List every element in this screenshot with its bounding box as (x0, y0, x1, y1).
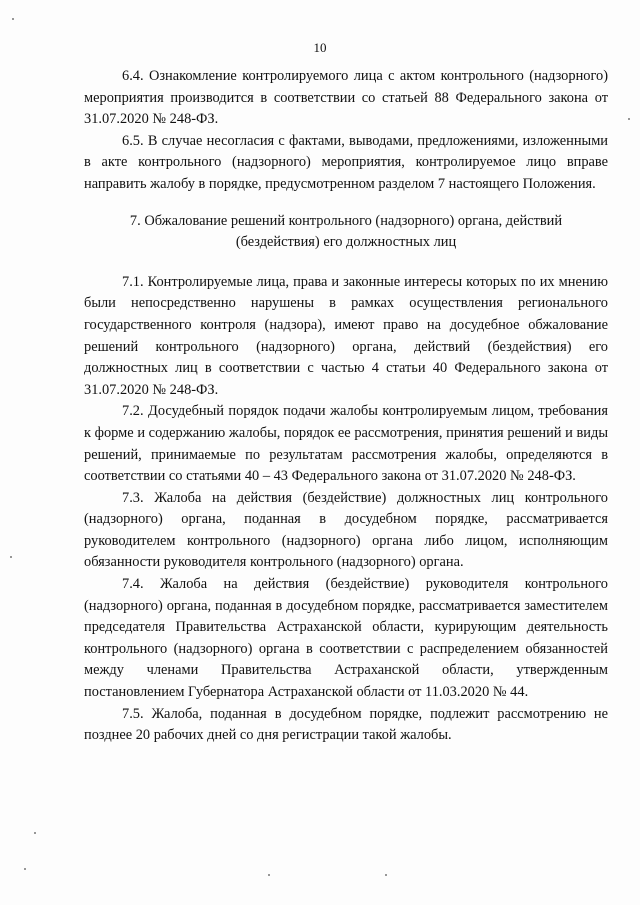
scan-speck (34, 832, 36, 834)
scan-speck (12, 18, 14, 20)
paragraph-7-1: 7.1. Контролируемые лица, права и законные интересы которых по их мнению были непосредственно нарушены в рамках осуществления регионального государственного контроля (надзора), имеют право на досудебное обжалование решений контрольного (надзорного) органа, действий (бездействия) его должностных лиц в соответствии с частью 4 статьи 40 Федерального закона от 31.07.2020 № 248-ФЗ. (84, 273, 608, 398)
paragraph-6-4: 6.4. Ознакомление контролируемого лица с актом контрольного (надзорного) мероприятия производится в соответствии со статьей 88 Федерального закона от 31.07.2020 № 248-ФЗ. (84, 68, 608, 128)
scan-speck (628, 118, 630, 120)
scan-speck (268, 874, 270, 876)
section-heading: 7. Обжалование решений контрольного (надзорного) органа, действий (бездействия) его должностных лиц (129, 212, 563, 251)
scan-speck (10, 556, 12, 558)
paragraph-7-5: 7.5. Жалоба, поданная в досудебном порядке, подлежит рассмотрению не позднее 20 рабочих дней со дня регистрации такой жалобы. (84, 705, 608, 744)
paragraph-7-2: 7.2. Досудебный порядок подачи жалобы контролируемым лицом, требования к форме и содержанию жалобы, порядок ее рассмотрения, принятия решений и виды решений, принимаемые по результатам рассмотрения жалобы, определяются в соответствии со статьями 40 – 43 Федерального закона от 31.07.2020 № 248-ФЗ. (84, 403, 608, 485)
scan-speck (24, 868, 26, 870)
document-body (84, 66, 608, 747)
paragraph-7-4: 7.4. Жалоба на действия (бездействие) руководителя контрольного (надзорного) органа, поданная в досудебном порядке, рассматривается заместителем председателя Правительства Астраханской области, курирующим деятельность контрольного (надзорного) органа в соответствии с распределением обязанностей между членами Правительства Астраханской области, утвержденным постановлением Губернатора Астраханской области от 11.03.2020 № 44. (84, 576, 608, 701)
paragraph-7-3: 7.3. Жалоба на действия (бездействие) должностных лиц контрольного (надзорного) органа, поданная в досудебном порядке, рассматривается руководителем контрольного (надзорного) органа либо лицом, исполняющим обязанности руководителя контрольного (надзорного) органа. (84, 489, 608, 571)
paragraph-6-5: 6.5. В случае несогласия с фактами, выводами, предложениями, изложенными в акте контрольного (надзорного) мероприятия, контролируемое лицо вправе направить жалобу в порядке, предусмотренном разделом 7 настоящего Положения. (84, 132, 608, 192)
page-number: 10 (313, 40, 327, 55)
scan-speck (385, 874, 387, 876)
